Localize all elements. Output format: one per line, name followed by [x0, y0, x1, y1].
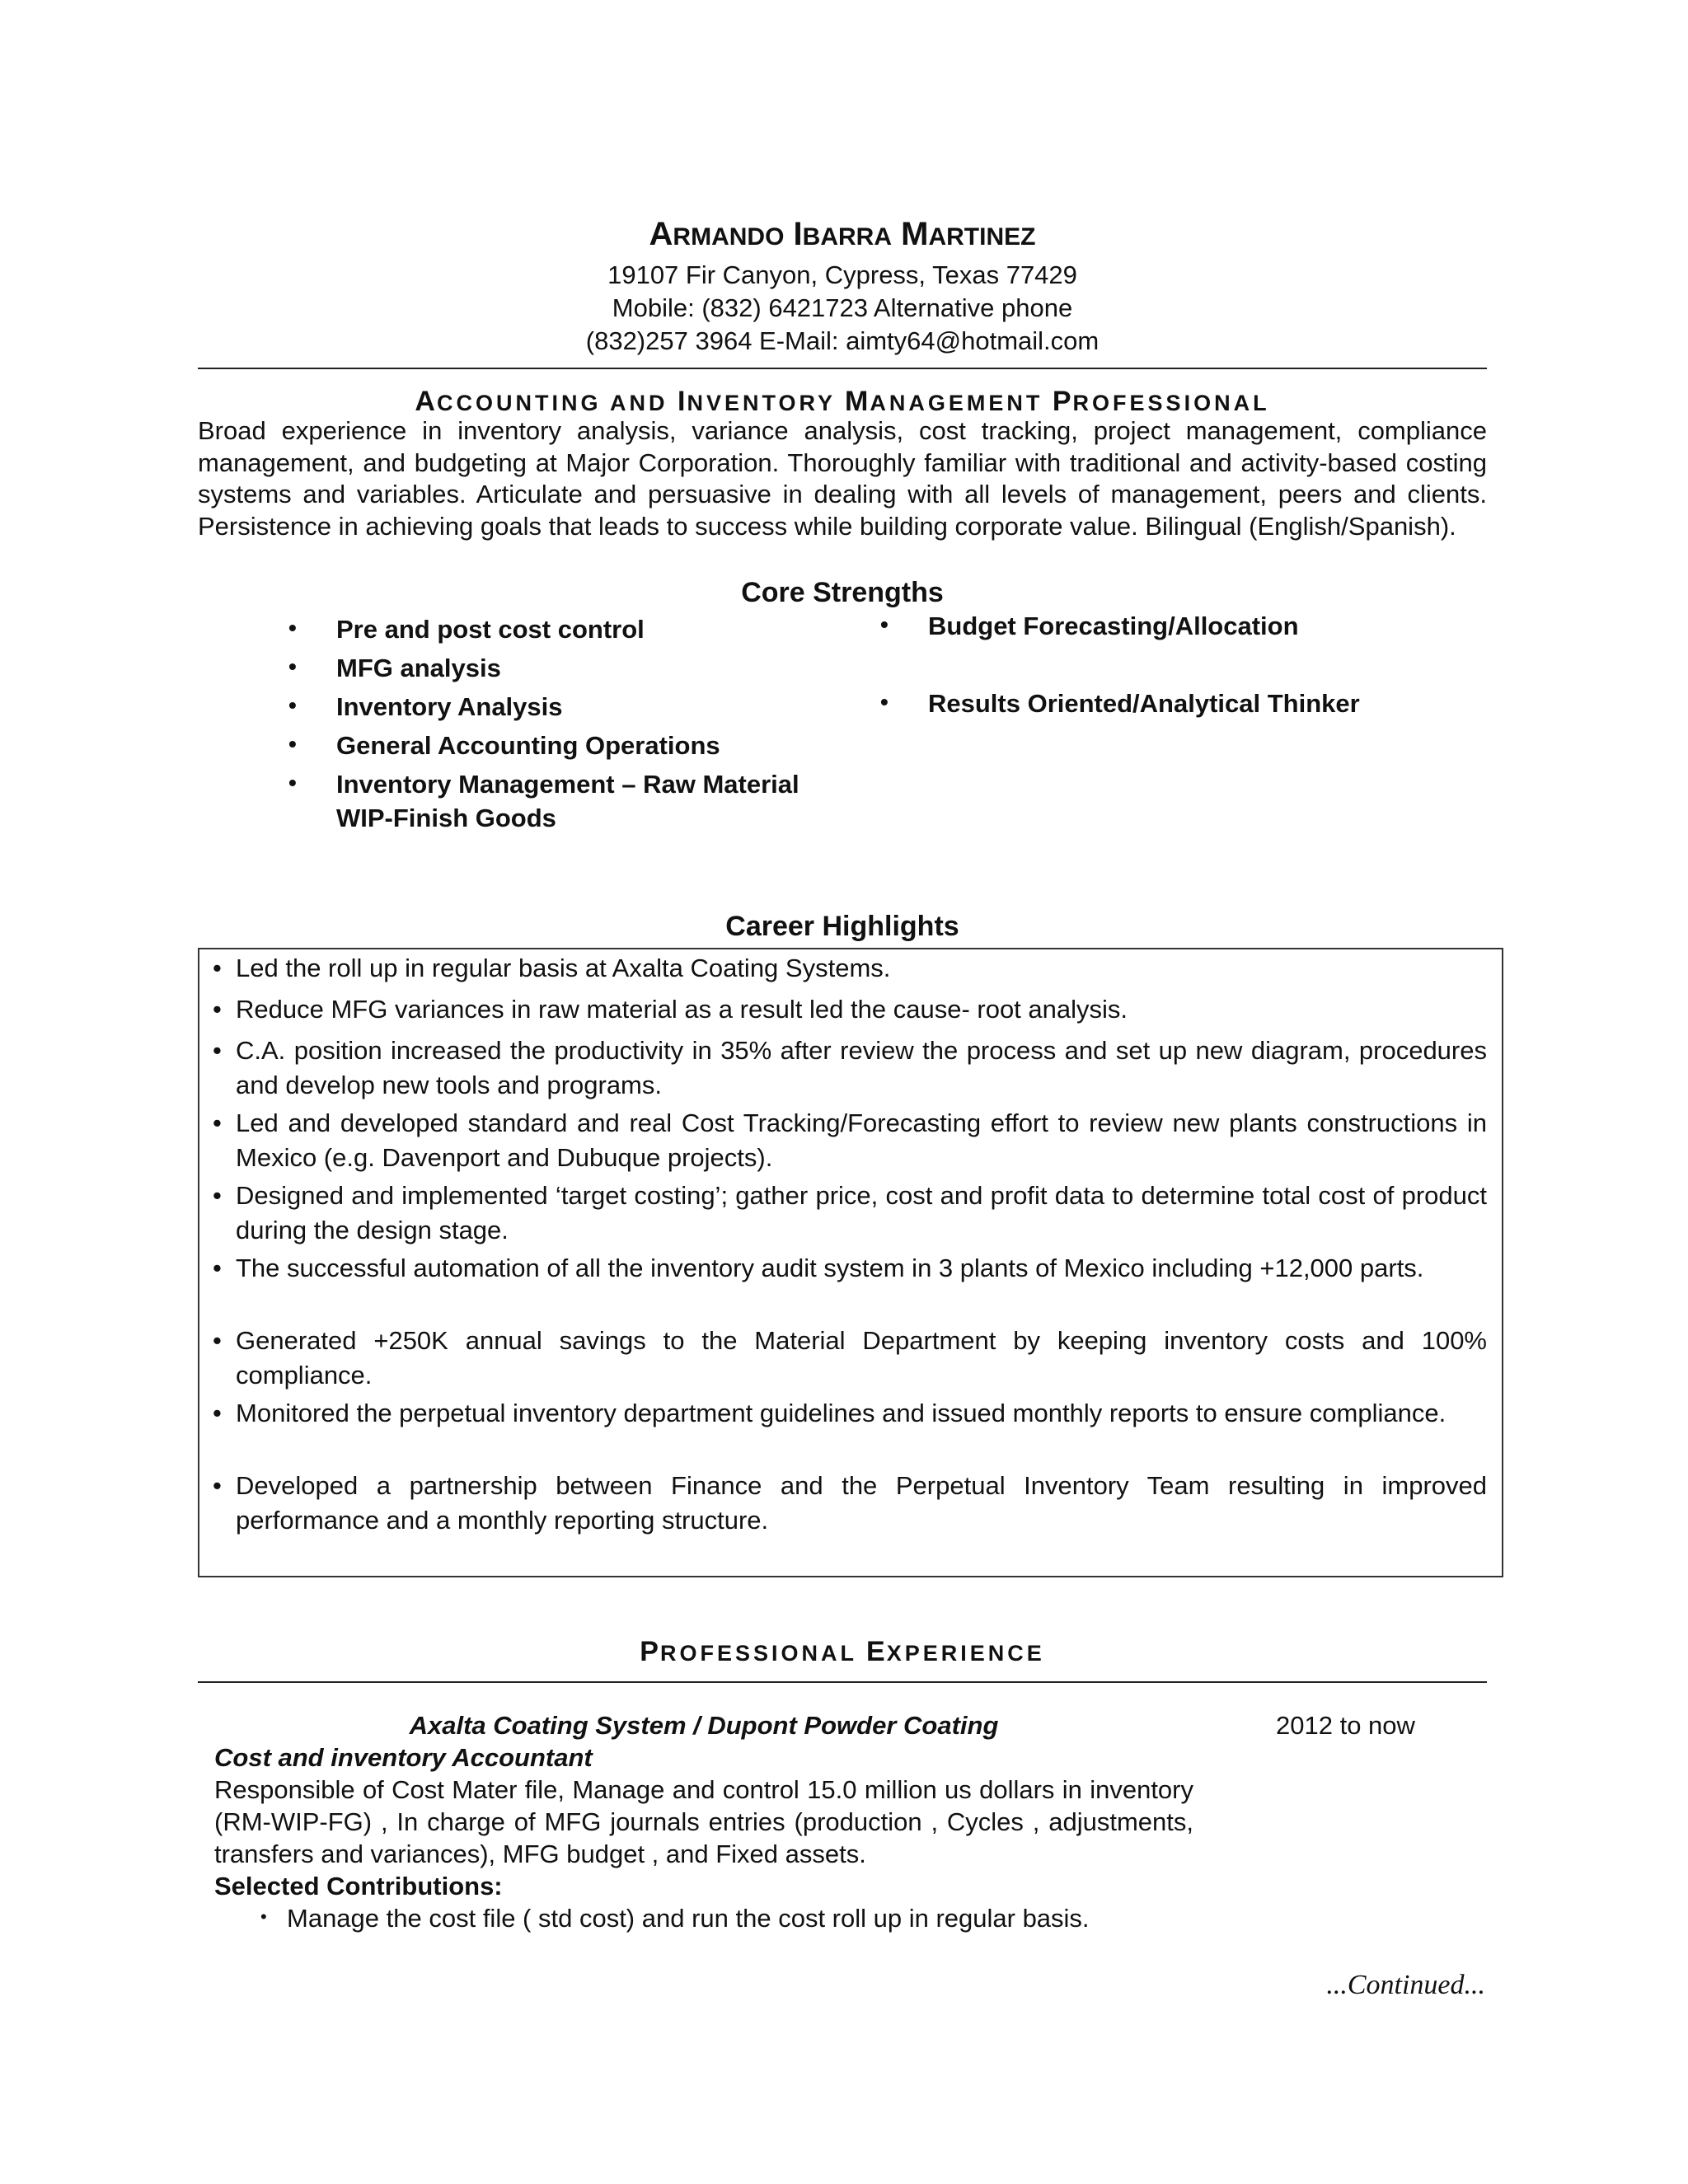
- name-middle-initial: I: [793, 216, 803, 252]
- core-strengths-heading: Core Strengths: [741, 577, 944, 608]
- highlight-text: C.A. position increased the productivity in 35% after review the process and set up new diagram, procedures and develop new tools and programs.: [236, 1036, 1487, 1099]
- title-cap: A: [415, 386, 437, 417]
- bullet: •: [288, 731, 297, 757]
- employment-dates: 2012 to now: [1276, 1711, 1415, 1740]
- strength-item: Inventory Management – Raw Material: [336, 770, 799, 799]
- name-last-rest: ARTINEZ: [928, 223, 1036, 251]
- bullet: •: [880, 689, 889, 715]
- company-name: Axalta Coating System / Dupont Powder Coating: [409, 1711, 999, 1740]
- title-rest: ROFESSIONAL: [659, 1641, 857, 1666]
- highlight-text: Led and developed standard and real Cost Tracking/Forecasting effort to review new plants constructions in Mexico (e.g. Davenport and Dubuque projects).: [236, 1108, 1487, 1172]
- highlight-item: [213, 1179, 1487, 1248]
- bullet: •: [288, 654, 297, 679]
- bullet: •: [213, 954, 222, 982]
- highlight-text: Generated +250K annual savings to the Material Department by keeping inventory costs and 100% compliance.: [236, 1326, 1487, 1390]
- highlight-item: [213, 951, 1487, 986]
- bullet: •: [213, 1254, 222, 1282]
- header-divider: [198, 368, 1487, 369]
- highlight-text: Developed a partnership between Finance and the Perpetual Inventory Team resulting in improved performance and a monthly reporting structure.: [236, 1471, 1487, 1535]
- profile-title: [198, 386, 1487, 418]
- experience-title: [198, 1636, 1487, 1668]
- career-highlights-heading: Career Highlights: [725, 911, 959, 942]
- highlight-item: [213, 1106, 1487, 1175]
- highlight-text: Reduce MFG variances in raw material as a result led the cause- root analysis.: [236, 995, 1128, 1024]
- title-rest: XPERIENCE: [886, 1641, 1045, 1666]
- bullet: •: [260, 1906, 267, 1927]
- contribution-item: Manage the cost file ( std cost) and run the cost roll up in regular basis.: [287, 1904, 1090, 1933]
- job-description: Responsible of Cost Mater file, Manage and control 15.0 million us dollars in inventory (RM-WIP-FG) , In charge of MFG journals entries (production , Cycles , adjustments, transfers and variances), MFG budget , and Fixed assets.: [214, 1775, 1193, 1868]
- strength-item-continued: WIP-Finish Goods: [336, 804, 556, 832]
- name-middle-rest: BARRA: [802, 223, 892, 251]
- bullet: •: [288, 770, 297, 795]
- strength-item: MFG analysis: [336, 654, 501, 682]
- job-title: Cost and inventory Accountant: [214, 1743, 593, 1772]
- title-cap: E: [866, 1636, 887, 1667]
- bullet: •: [213, 1326, 222, 1355]
- highlight-text: Monitored the perpetual inventory department guidelines and issued monthly reports to ensure compliance.: [236, 1399, 1447, 1427]
- highlight-text: Designed and implemented ‘target costing’; gather price, cost and profit data to determine total cost of product during the design stage.: [236, 1181, 1487, 1244]
- candidate-name: [198, 216, 1487, 253]
- bullet: •: [880, 612, 889, 637]
- bullet: •: [213, 1108, 222, 1137]
- bullet: •: [288, 615, 297, 640]
- bullet: •: [213, 1181, 222, 1210]
- strength-item: Pre and post cost control: [336, 615, 645, 644]
- highlight-item: [213, 1324, 1487, 1393]
- name-first-initial: A: [649, 216, 673, 252]
- name-last-initial: M: [901, 216, 929, 252]
- address: 19107 Fir Canyon, Cypress, Texas 77429: [607, 260, 1077, 289]
- title-cap: P: [1052, 386, 1073, 417]
- title-cap: P: [640, 1636, 660, 1667]
- profile-summary: Broad experience in inventory analysis, variance analysis, cost tracking, project management, compliance management, and budgeting at Major Corporation. Thoroughly familiar with traditional and activity-based costing systems and variables. Articulate and persuasive in dealing with all levels of management, peers and clients. Persistence in achieving goals that leads to success while building corporate value. Bilingual (English/Spanish).: [198, 416, 1487, 541]
- strength-item: Budget Forecasting/Allocation: [928, 612, 1299, 640]
- strength-item: Inventory Analysis: [336, 692, 563, 721]
- highlight-item: [213, 1469, 1487, 1538]
- highlight-item: [213, 1396, 1487, 1431]
- highlight-item: [213, 1251, 1487, 1286]
- bullet: •: [213, 1399, 222, 1427]
- bullet: •: [213, 1036, 222, 1065]
- continued-marker: ...Continued...: [1326, 1970, 1485, 2000]
- strength-item: Results Oriented/Analytical Thinker: [928, 689, 1360, 718]
- bullet: •: [213, 1471, 222, 1500]
- contact-phone: Mobile: (832) 6421723 Alternative phone: [612, 293, 1073, 322]
- highlight-item: [213, 1033, 1487, 1103]
- highlight-text: Led the roll up in regular basis at Axalta Coating Systems.: [236, 954, 891, 982]
- title-rest: CCOUNTING: [436, 391, 602, 415]
- title-rest: NVENTORY: [687, 391, 836, 415]
- title-rest: AND: [609, 391, 668, 415]
- title-cap: M: [845, 386, 870, 417]
- name-first-rest: RMANDO: [673, 223, 785, 251]
- title-rest: ROFESSIONAL: [1072, 391, 1270, 415]
- title-rest: ANAGEMENT: [870, 391, 1043, 415]
- contributions-label: Selected Contributions:: [214, 1872, 503, 1900]
- bullet: •: [213, 995, 222, 1024]
- contact-email: (832)257 3964 E-Mail: aimty64@hotmail.com: [585, 326, 1100, 355]
- highlight-item: [213, 992, 1487, 1027]
- highlight-text: The successful automation of all the inventory audit system in 3 plants of Mexico including +12,000 parts.: [236, 1254, 1424, 1282]
- title-cap: I: [678, 386, 687, 417]
- strength-item: General Accounting Operations: [336, 731, 720, 760]
- bullet: •: [288, 692, 297, 718]
- experience-divider: [198, 1681, 1487, 1683]
